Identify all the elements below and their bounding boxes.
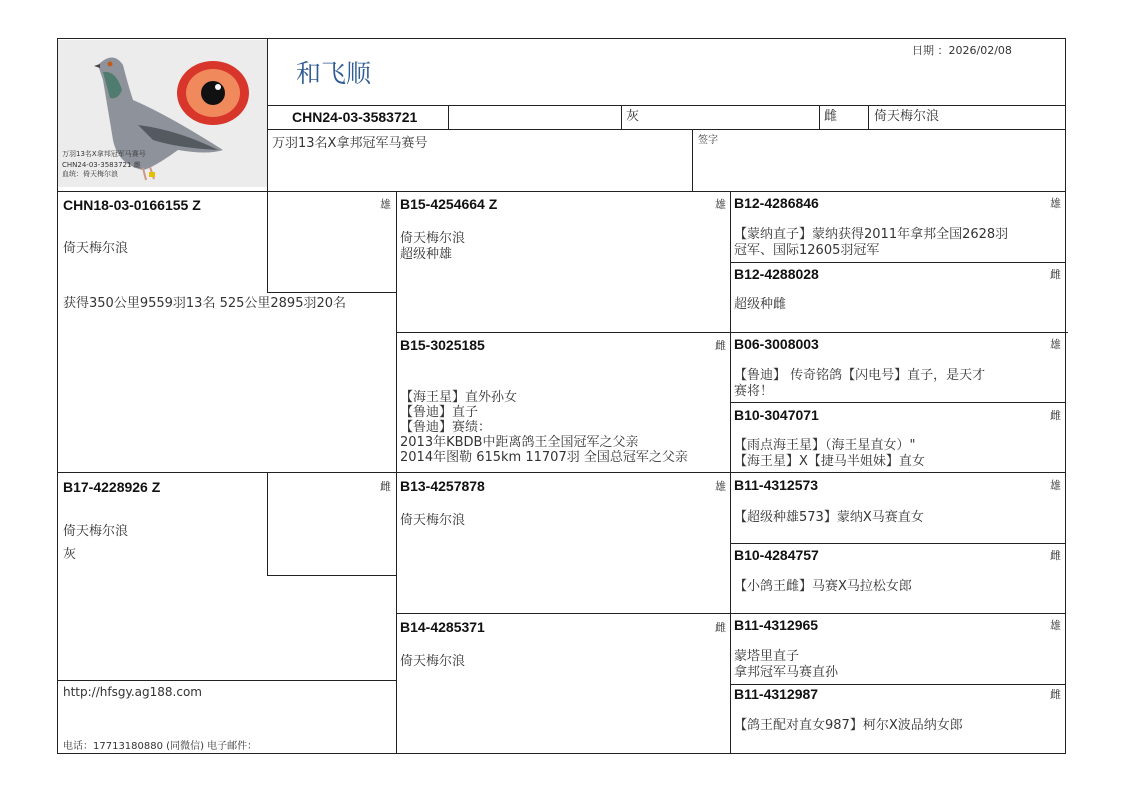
great-grandparent-ring: B06-3008003 — [734, 336, 819, 352]
frame-top — [57, 38, 1066, 39]
divider — [267, 473, 268, 576]
divider — [267, 38, 268, 192]
grandparent-ring: B14-4285371 — [400, 619, 485, 635]
great-grandparent-ring: B12-4288028 — [734, 266, 819, 282]
great-grandparent-ring: B11-4312965 — [734, 617, 819, 633]
photo-caption: 万羽13名X拿邦冠军马赛号 — [62, 150, 146, 158]
divider — [267, 292, 397, 293]
divider — [267, 575, 397, 576]
great-grandparent-notes: 超级种雌 — [734, 297, 787, 312]
photo-caption: 血统：倚天梅尔浪 — [62, 170, 118, 178]
subject-sex: 雌 — [824, 109, 838, 124]
website-link[interactable]: http://hfsgy.ag188.com — [63, 685, 202, 699]
subject-color: 灰 — [626, 109, 640, 124]
divider — [730, 543, 1066, 544]
grandparent-ring: B13-4257878 — [400, 478, 485, 494]
photo-caption: CHN24-03-3583721 雌 — [62, 161, 141, 169]
date-label: 日期 ：2026/02/08 — [912, 44, 1012, 57]
great-grandparent-notes: 蒙塔里直子 拿邦冠军马赛直孙 — [734, 649, 839, 680]
grandparent-sex: 雄 — [715, 480, 726, 493]
sire-ring: CHN18-03-0166155 Z — [63, 197, 201, 213]
divider — [730, 684, 1066, 685]
dam-strain: 倚天梅尔浪 — [63, 524, 129, 539]
divider — [868, 105, 869, 129]
grandparent-sex: 雌 — [715, 621, 726, 634]
dam-color: 灰 — [63, 547, 77, 562]
divider — [396, 332, 1068, 333]
contact-info: 电话：17713180880 (同微信) 电子邮件： — [63, 741, 258, 752]
grandparent-sex: 雄 — [715, 198, 726, 211]
divider — [730, 262, 1066, 263]
great-grandparent-sex: 雌 — [1050, 409, 1061, 422]
divider — [730, 402, 1066, 403]
divider — [621, 105, 622, 129]
dam-ring: B17-4228926 Z — [63, 479, 161, 495]
grandparent-notes: 倚天梅尔浪 — [400, 654, 466, 669]
great-grandparent-ring: B10-4284757 — [734, 547, 819, 563]
great-grandparent-notes: 【雨点海王星】（海王星直女）" 【海王星】X【捷马半姐妹】直女 — [734, 438, 925, 469]
great-grandparent-sex: 雄 — [1050, 619, 1061, 632]
divider — [267, 129, 1066, 130]
great-grandparent-sex: 雌 — [1050, 268, 1061, 281]
subject-remark: 万羽13名X拿邦冠军马赛号 — [272, 136, 428, 151]
divider — [267, 191, 268, 293]
subject-strain: 倚天梅尔浪 — [874, 109, 940, 124]
grandparent-sex: 雌 — [715, 339, 726, 352]
great-grandparent-notes: 【鸽王配对直女987】柯尔X波品纳女郎 — [734, 718, 963, 733]
divider — [448, 105, 449, 129]
divider — [396, 613, 1066, 614]
frame-right — [1065, 38, 1066, 754]
grandparent-ring: B15-3025185 — [400, 337, 485, 353]
divider — [57, 191, 1066, 192]
grandparent-notes: 倚天梅尔浪 超级种雄 — [400, 231, 466, 262]
great-grandparent-sex: 雌 — [1050, 549, 1061, 562]
great-grandparent-sex: 雌 — [1050, 688, 1061, 701]
grandparent-notes: 倚天梅尔浪 — [400, 513, 466, 528]
divider — [57, 680, 397, 681]
great-grandparent-ring: B10-3047071 — [734, 407, 819, 423]
divider — [819, 105, 820, 129]
sire-strain: 倚天梅尔浪 — [63, 241, 129, 256]
great-grandparent-ring: B11-4312987 — [734, 686, 819, 702]
signature-label: 签字 — [698, 135, 718, 146]
great-grandparent-ring: B11-4312573 — [734, 477, 819, 493]
subject-ring: CHN24-03-3583721 — [292, 109, 418, 125]
divider — [267, 105, 1066, 106]
pigeon-photo — [58, 40, 267, 187]
divider — [692, 129, 693, 191]
breeder-name: 和飞顺 — [296, 59, 372, 88]
dam-sex: 雌 — [380, 480, 391, 493]
great-grandparent-sex: 雄 — [1050, 479, 1061, 492]
great-grandparent-notes: 【超级种雄573】蒙纳X马赛直女 — [734, 510, 924, 525]
great-grandparent-sex: 雄 — [1050, 197, 1061, 210]
great-grandparent-sex: 雄 — [1050, 338, 1061, 351]
great-grandparent-notes: 【鲁迪】 传奇铭鸽【闪电号】直子，是天才 赛将！ — [734, 368, 986, 399]
sire-sex: 雄 — [380, 198, 391, 211]
grandparent-notes: 【海王星】直外孙女 【鲁迪】直子 【鲁迪】赛绩： 2013年KBDB中距离鸽王全国冠军之父亲 2014年图勒 615km 11707羽 全国总冠军之父亲 — [400, 390, 688, 465]
divider — [57, 472, 1066, 473]
sire-note: 获得350公里9559羽13名 525公里2895羽20名 — [63, 296, 347, 311]
great-grandparent-notes: 【小鸽王雌】马赛X马拉松女郎 — [734, 579, 912, 594]
grandparent-ring: B15-4254664 Z — [400, 196, 498, 212]
great-grandparent-ring: B12-4286846 — [734, 195, 819, 211]
great-grandparent-notes: 【蒙纳直子】蒙纳获得2011年拿邦全国2628羽 冠军、国际12605羽冠军 — [734, 227, 1009, 258]
